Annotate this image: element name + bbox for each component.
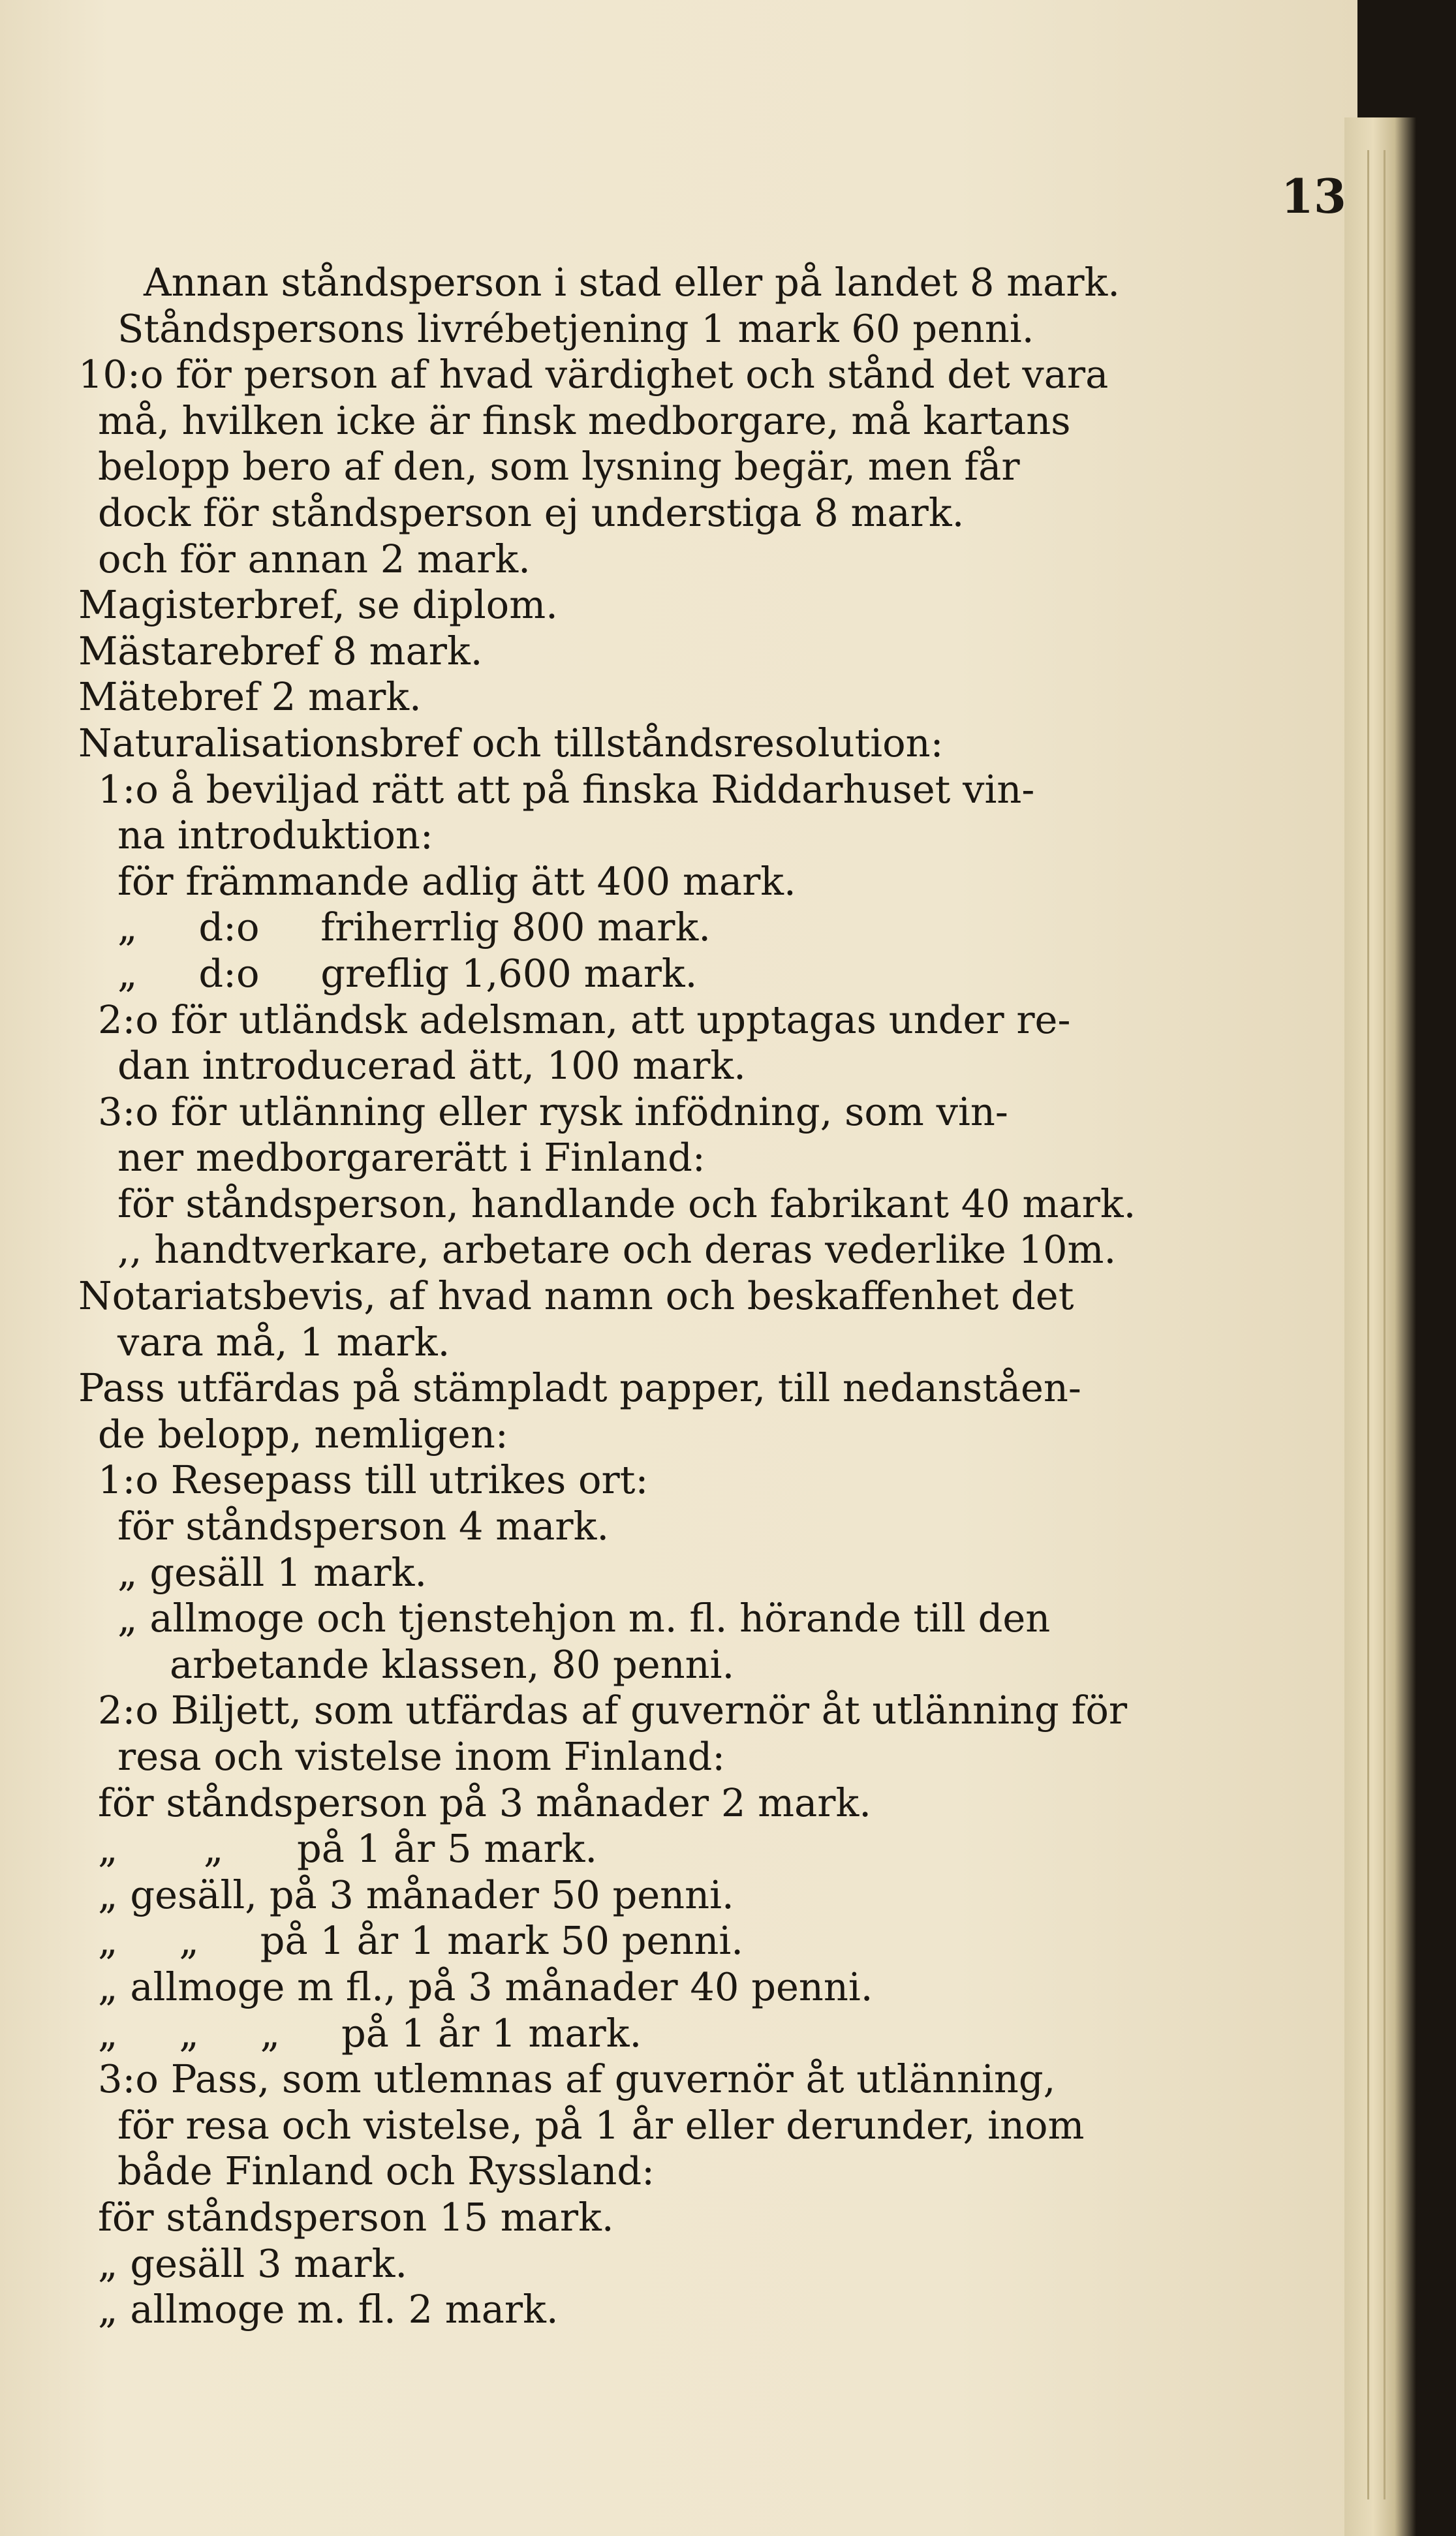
text-line: vara må, 1 mark.: [117, 1319, 450, 1365]
text-line: må, hvilken icke är finsk medborgare, må kartans: [98, 397, 1071, 443]
text-line: arbetande klassen, 80 penni.: [170, 1641, 735, 1687]
text-line: Ståndspersons livrébetjening 1 mark 60 penni.: [117, 305, 1034, 351]
page-edge: [1344, 117, 1416, 2536]
text-line: dan introducerad ätt, 100 mark.: [117, 1043, 746, 1089]
text-line: Mästarebref 8 mark.: [78, 628, 483, 673]
text-line: Mätebref 2 mark.: [78, 674, 422, 720]
text-line: „ „ på 1 år 5 mark.: [98, 1826, 598, 1872]
text-line: för främmande adlig ätt 400 mark.: [117, 858, 796, 904]
text-line: „ „ på 1 år 1 mark 50 penni.: [98, 1918, 744, 1964]
page-number: 13: [1280, 168, 1346, 224]
text-line: Annan ståndsperson i stad eller på landet 8 mark.: [144, 260, 1121, 305]
text-line: „ gesäll 3 mark.: [98, 2240, 408, 2286]
text-line: na introduktion:: [117, 812, 433, 858]
text-line: Notariatsbevis, af hvad namn och beskaffenhet det: [78, 1273, 1074, 1319]
text-line: ner medborgarerätt i Finland:: [117, 1135, 705, 1181]
page-edge-line: [1384, 150, 1386, 2499]
text-line: Magisterbref, se diplom.: [78, 582, 558, 628]
text-line: Naturalisationsbref och tillståndsresolution:: [78, 720, 944, 765]
text-line: „ d:o friherrlig 800 mark.: [117, 905, 711, 950]
text-line: „ allmoge m. fl. 2 mark.: [98, 2287, 559, 2332]
text-line: dock för ståndsperson ej understiga 8 mark.: [98, 489, 965, 535]
body-text: [78, 260, 1318, 2333]
text-line: 10:o för person af hvad värdighet och stånd det vara: [78, 352, 1109, 397]
text-line: Pass utfärdas på stämpladt papper, till nedanståen-: [78, 1365, 1081, 1411]
text-line: belopp bero af den, som lysning begär, men får: [98, 444, 1020, 489]
text-line: „ allmoge och tjenstehjon m. fl. hörande till den: [117, 1596, 1051, 1641]
text-line: både Finland och Ryssland:: [117, 2148, 655, 2194]
text-line: 2:o för utländsk adelsman, att upptagas under re-: [98, 997, 1071, 1042]
text-line: „ „ „ på 1 år 1 mark.: [98, 2010, 642, 2056]
text-line: 1:o Resepass till utrikes ort:: [98, 1457, 649, 1503]
text-line: och för annan 2 mark.: [98, 536, 531, 581]
text-line: 2:o Biljett, som utfärdas af guvernör åt utlänning för: [98, 1688, 1128, 1733]
text-line: „ allmoge m fl., på 3 månader 40 penni.: [98, 1964, 873, 2009]
text-line: för ståndsperson, handlande och fabrikant 40 mark.: [117, 1181, 1136, 1226]
page-edge-line: [1367, 150, 1369, 2499]
text-line: för resa och vistelse, på 1 år eller derunder, inom: [117, 2102, 1085, 2148]
text-line: „ gesäll, på 3 månader 50 penni.: [98, 1872, 734, 1917]
text-line: ,, handtverkare, arbetare och deras vederlike 10m.: [117, 1227, 1117, 1273]
text-line: resa och vistelse inom Finland:: [117, 1734, 726, 1779]
text-line: 3:o Pass, som utlemnas af guvernör åt utlänning,: [98, 2056, 1056, 2102]
text-line: de belopp, nemligen:: [98, 1411, 508, 1457]
text-line: 1:o å beviljad rätt att på finska Riddarhuset vin-: [98, 766, 1035, 812]
text-line: „ gesäll 1 mark.: [117, 1549, 427, 1595]
text-line: 3:o för utlänning eller rysk infödning, som vin-: [98, 1089, 1008, 1134]
text-line: för ståndsperson 15 mark.: [98, 2194, 614, 2240]
text-line: „ d:o greflig 1,600 mark.: [117, 950, 698, 996]
text-line: för ståndsperson på 3 månader 2 mark.: [98, 1780, 872, 1825]
text-line: för ståndsperson 4 mark.: [117, 1504, 610, 1549]
